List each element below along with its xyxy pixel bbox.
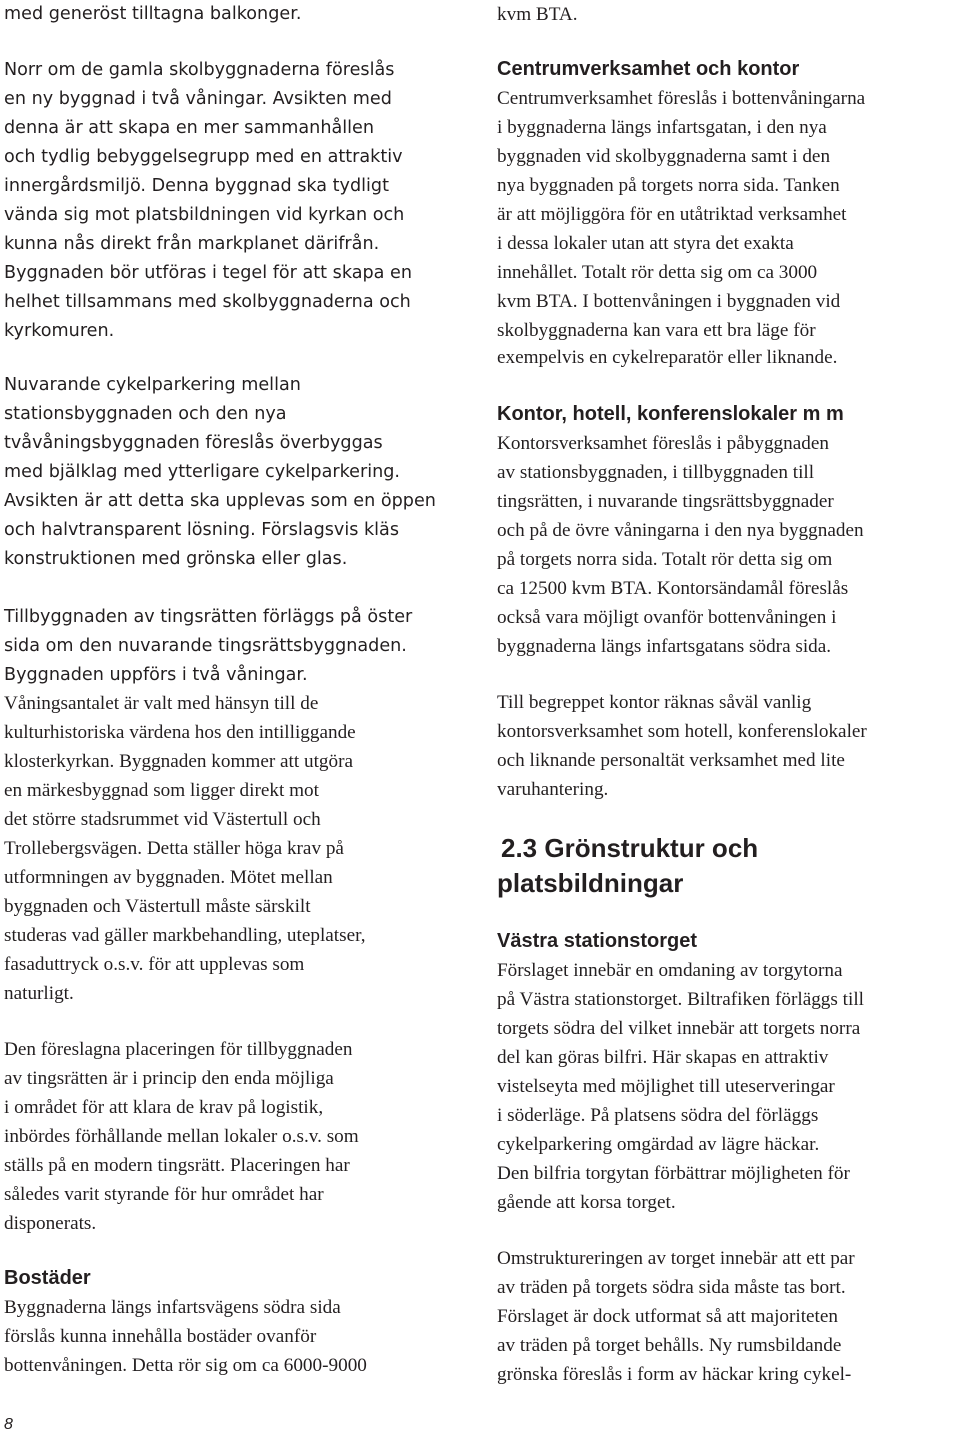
text-line: i söderläge. På platsens södra del förläggs: [497, 1105, 819, 1126]
text-line: och tydlig bebyggelsegrupp med en attraktiv: [4, 147, 403, 167]
text-line: Förslaget är dock utformat så att majoriteten: [497, 1306, 838, 1327]
text-line: byggnaden och Västertull måste särskilt: [4, 896, 311, 917]
text-line: av träden på torgets södra sida måste tas bort.: [497, 1277, 846, 1298]
text-line: kyrkomuren.: [4, 321, 115, 341]
page-number: 8: [4, 1416, 13, 1433]
text-line: utformningen av byggnaden. Mötet mellan: [4, 867, 333, 888]
text-line: tingsrätten, i nuvarande tingsrättsbyggnader: [497, 491, 834, 512]
section-heading-line: 2.3 Grönstruktur och: [501, 833, 759, 863]
text-line: Tillbyggnaden av tingsrätten förläggs på öster: [4, 607, 413, 627]
text-line: på Västra stationstorget. Biltrafiken förläggs till: [497, 989, 864, 1010]
text-line: torgets södra del vilket innebär att torgets norra: [497, 1018, 861, 1039]
text-line: således varit styrande för hur området har: [4, 1184, 324, 1205]
text-line: ställs på en modern tingsrätt. Placeringen har: [4, 1155, 350, 1176]
text-line: inbördes förhållande mellan lokaler o.s.v. som: [4, 1126, 359, 1147]
text-line: byggnaderna längs infartsgatans södra sida.: [497, 636, 832, 657]
text-line: del kan göras bilfri. Här skapas en attraktiv: [497, 1047, 829, 1068]
text-line: vända sig mot platsbildningen vid kyrkan och: [4, 205, 405, 225]
text-line: i dessa lokaler utan att styra det exakta: [497, 233, 794, 254]
text-line: och liknande personaltät verksamhet med lite: [497, 750, 845, 771]
text-line: av stationsbyggnaden, i tillbyggnaden till: [497, 462, 815, 483]
text-line: denna är att skapa en mer sammanhållen: [4, 118, 375, 138]
text-line: är att möjliggöra för en utåtriktad verksamhet: [497, 204, 847, 225]
heading-kontor: Kontor, hotell, konferenslokaler m m: [497, 403, 844, 425]
text-line: Byggnaden bör utföras i tegel för att skapa en: [4, 263, 412, 283]
text-line: en ny byggnad i två våningar. Avsikten med: [4, 89, 392, 109]
text-line: också vara möjligt ovanför bottenvåningen i: [497, 607, 837, 628]
text-line: nya byggnaden på torgets norra sida. Tanken: [497, 175, 840, 196]
text-line: Byggnaden uppförs i två våningar.: [4, 665, 308, 685]
text-line: Omstruktureringen av torget innebär att ett par: [497, 1248, 855, 1269]
text-line: av tingsrätten är i princip den enda möjliga: [4, 1068, 334, 1089]
text-line: kunna nås direkt från markplanet därifrån.: [4, 234, 380, 254]
text-line: kvm BTA. I bottenvåningen i byggnaden vid: [497, 291, 841, 312]
text-line: Förslaget innebär en omdaning av torgytorna: [497, 960, 843, 981]
text-line: med bjälklag med ytterligare cykelparkering.: [4, 462, 401, 482]
text-line: Trollebergsvägen. Detta ställer höga krav på: [4, 838, 344, 859]
text-line: av träden på torget behålls. Ny rumsbildande: [497, 1335, 842, 1356]
text-line: sida om den nuvarande tingsrättsbyggnaden.: [4, 636, 407, 656]
text-line: Den föreslagna placeringen för tillbyggnaden: [4, 1039, 353, 1060]
text-line: disponerats.: [4, 1213, 97, 1234]
text-line: fasaduttryck o.s.v. för att upplevas som: [4, 954, 305, 975]
text-line: kontorsverksamhet som hotell, konferenslokaler: [497, 721, 867, 742]
text-line: kvm BTA.: [497, 4, 578, 25]
text-line: på torgets norra sida. Totalt rör detta sig om: [497, 549, 833, 570]
text-line: det större stadsrummet vid Västertull och: [4, 809, 321, 830]
text-line: naturligt.: [4, 983, 74, 1004]
heading-vastra-stationstorget: Västra stationstorget: [497, 930, 698, 952]
text-line: byggnaden vid skolbyggnaderna samt i den: [497, 146, 831, 167]
text-line: Den bilfria torgytan förbättrar möjligheten för: [497, 1163, 850, 1184]
text-line: konstruktionen med grönska eller glas.: [4, 549, 348, 569]
text-line: kulturhistoriska värdena hos den intilliggande: [4, 722, 356, 743]
text-line: innehållet. Totalt rör detta sig om ca 3000: [497, 262, 818, 283]
heading-centrumverksamhet: Centrumverksamhet och kontor: [497, 58, 800, 80]
text-line: exempelvis en cykelreparatör eller liknande.: [497, 347, 838, 368]
text-line: förslås kunna innehålla bostäder ovanför: [4, 1326, 317, 1347]
text-line: cykelparkering omgärdad av lägre häckar.: [497, 1134, 820, 1155]
text-line: i byggnaderna längs infartsgatan, i den nya: [497, 117, 827, 138]
text-line: Norr om de gamla skolbyggnaderna föreslås: [4, 60, 395, 80]
text-line: Våningsantalet är valt med hänsyn till de: [4, 693, 319, 714]
text-line: och halvtransparent lösning. Förslagsvis kläs: [4, 520, 400, 540]
heading-bostader: Bostäder: [4, 1267, 91, 1289]
text-line: Avsikten är att detta ska upplevas som en öppen: [4, 491, 436, 511]
text-line: helhet tillsammans med skolbyggnaderna och: [4, 292, 411, 312]
text-line: bottenvåningen. Detta rör sig om ca 6000-9000: [4, 1355, 367, 1376]
text-line: Till begreppet kontor räknas såväl vanlig: [497, 692, 812, 713]
text-line: Centrumverksamhet föreslås i bottenvåningarna: [497, 88, 866, 109]
text-line: ca 12500 kvm BTA. Kontorsändamål föreslås: [497, 578, 849, 599]
text-line: i området för att klara de krav på logistik,: [4, 1097, 324, 1118]
text-line: stationsbyggnaden och den nya: [4, 404, 287, 424]
text-line: Byggnaderna längs infartsvägens södra sida: [4, 1297, 341, 1318]
section-heading-line: platsbildningar: [497, 868, 684, 898]
text-line: och på de övre våningarna i den nya byggnaden: [497, 520, 864, 541]
text-line: studeras vad gäller markbehandling, uteplatser,: [4, 925, 366, 946]
text-line: skolbyggnaderna kan vara ett bra läge för: [497, 320, 816, 341]
text-line: Nuvarande cykelparkering mellan: [4, 375, 301, 395]
text-line: klosterkyrkan. Byggnaden kommer att utgöra: [4, 751, 354, 772]
text-line: med generöst tilltagna balkonger.: [4, 4, 302, 24]
text-line: innergårdsmiljö. Denna byggnad ska tydligt: [4, 176, 389, 196]
text-line: Kontorsverksamhet föreslås i påbyggnaden: [497, 433, 829, 454]
text-line: en märkesbyggnad som ligger direkt mot: [4, 780, 319, 801]
text-line: tvåvåningsbyggnaden föreslås överbyggas: [4, 433, 383, 453]
text-line: grönska föreslås i form av häckar kring cykel-: [497, 1364, 852, 1385]
text-line: gående att korsa torget.: [497, 1192, 676, 1213]
text-line: vistelseyta med möjlighet till uteserveringar: [497, 1076, 835, 1097]
text-line: varuhantering.: [497, 779, 609, 800]
